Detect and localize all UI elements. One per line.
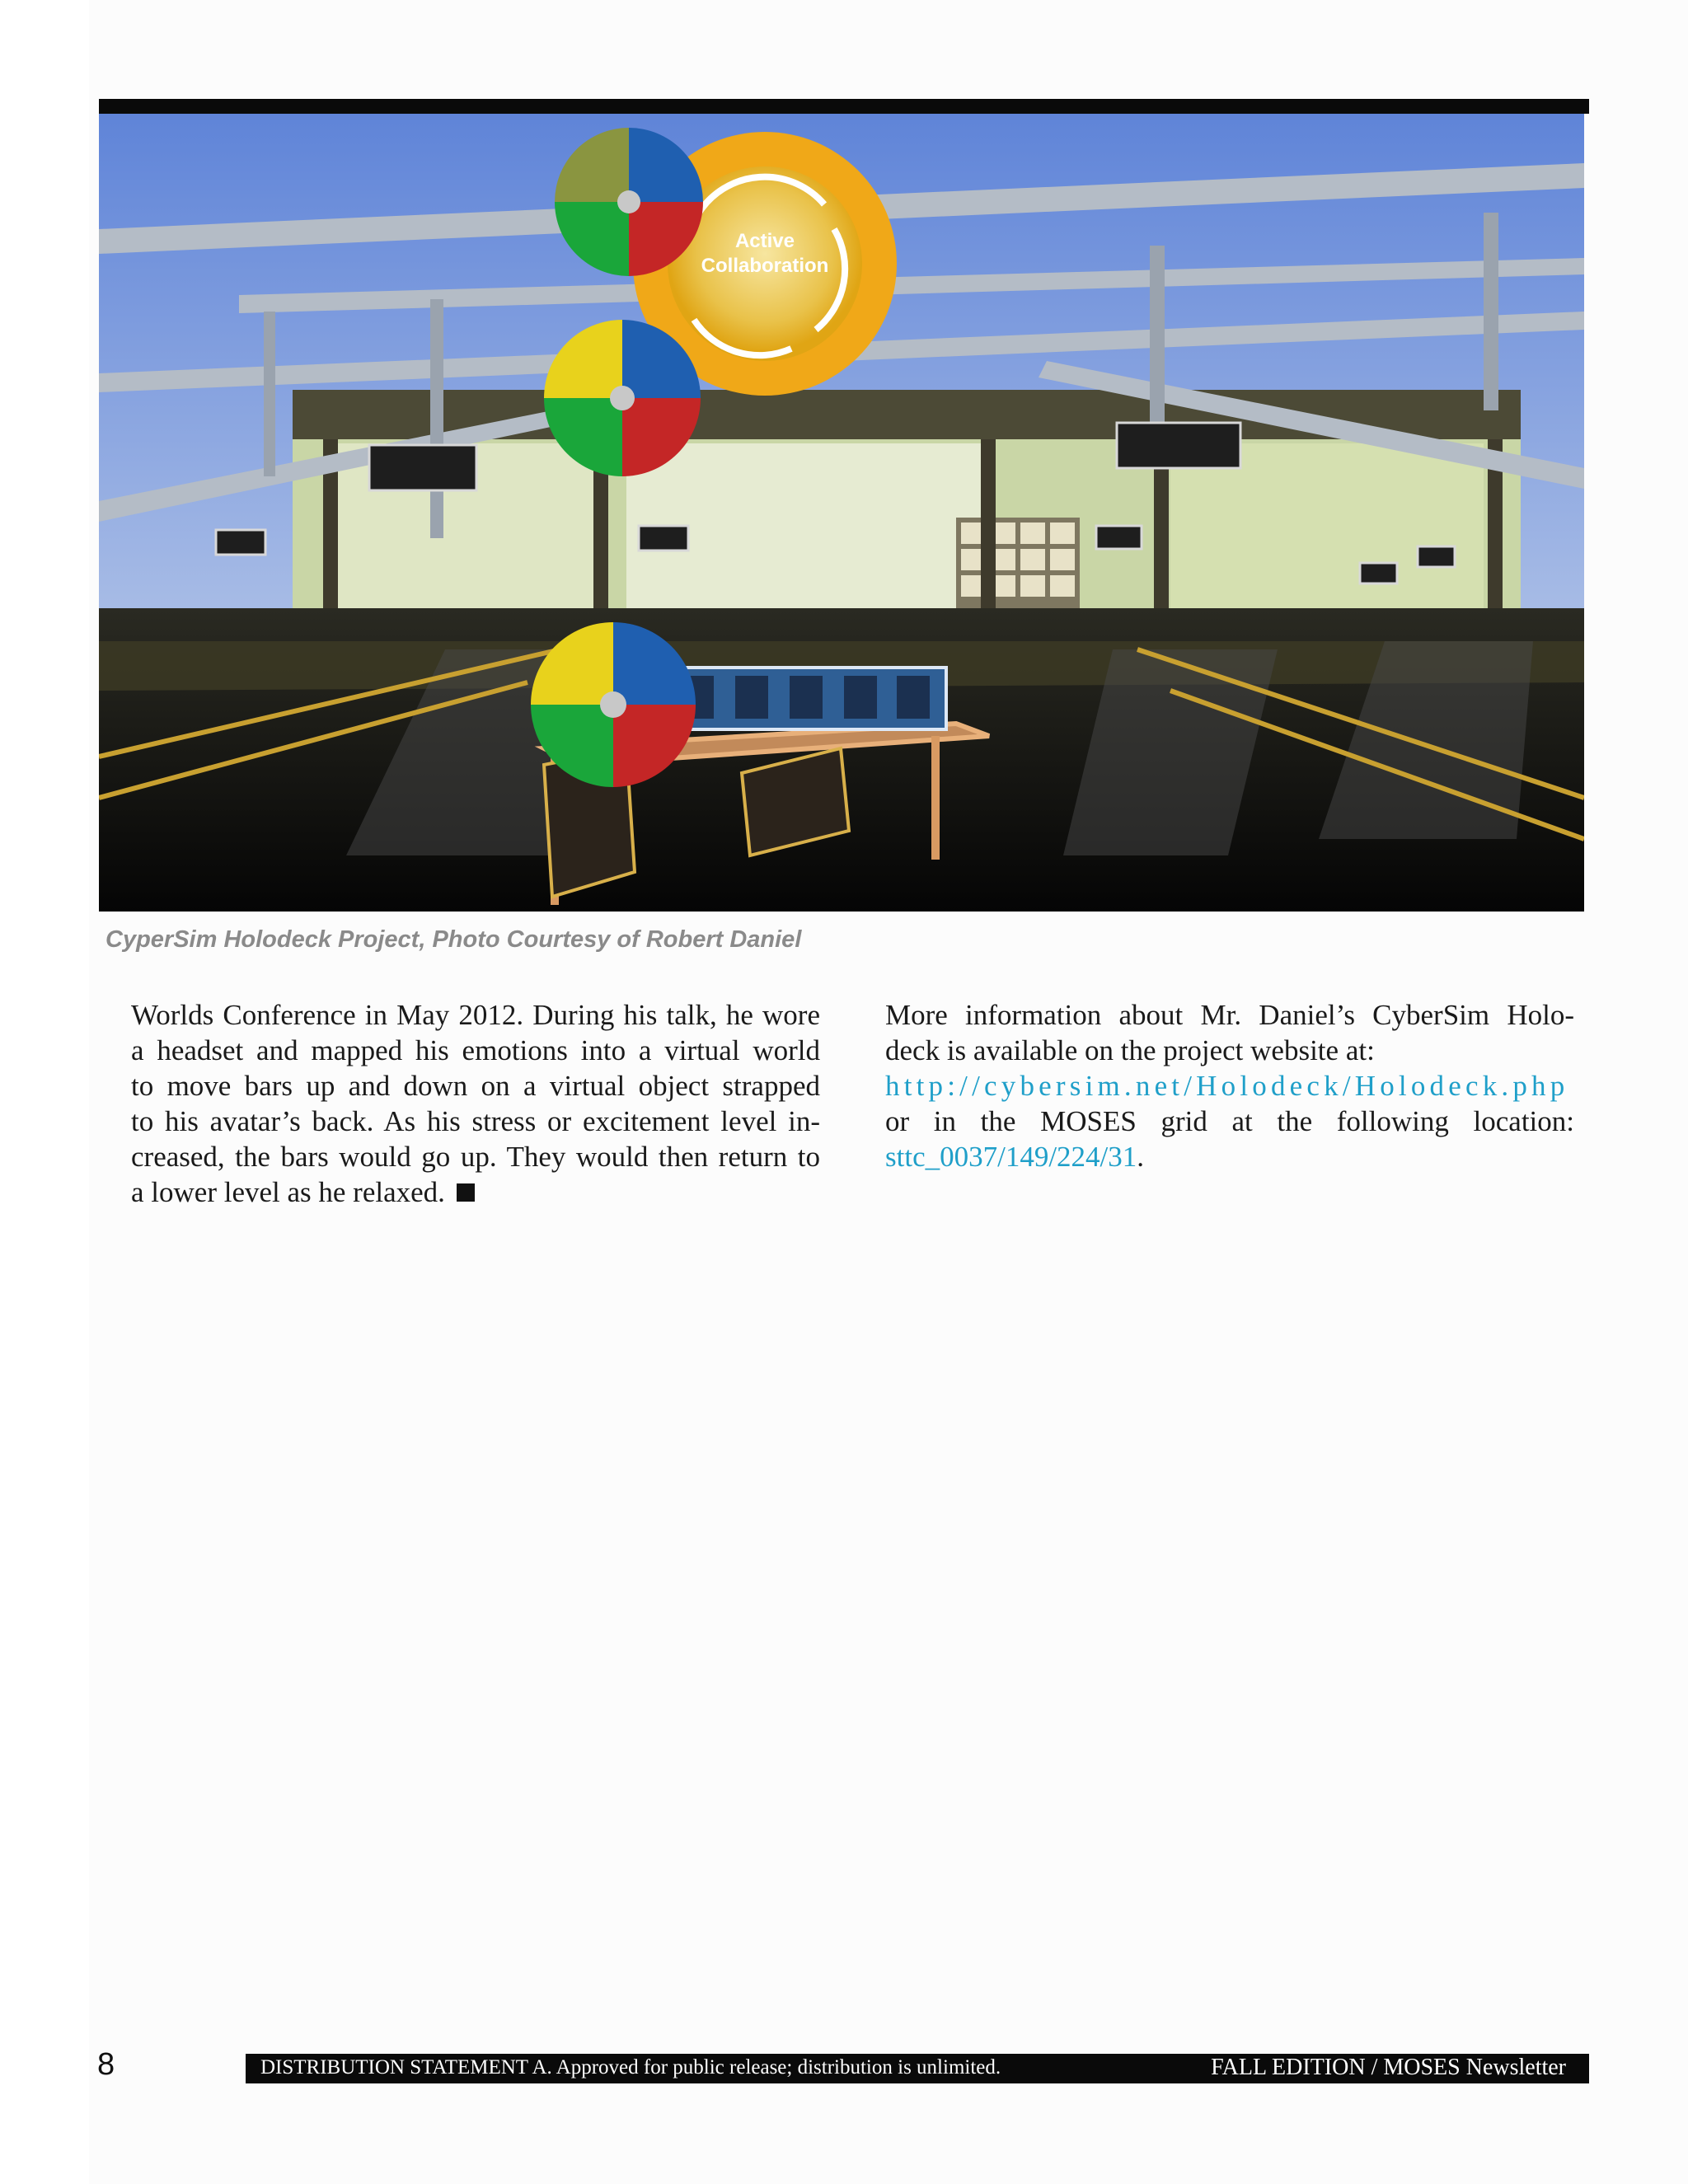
holodeck-photo — [99, 114, 1584, 912]
emotion-wheel-middle — [544, 320, 701, 476]
photo-caption: CyperSim Holodeck Project, Photo Courtesy of Robert Daniel — [106, 926, 802, 953]
right-column-line: or in the MOSES grid at the following location: — [885, 1105, 1574, 1137]
left-column-line: creased, the bars would go up. They would then return to — [131, 1141, 820, 1173]
right-column-location-line — [885, 1139, 1574, 1174]
left-column-line: a lower level as he relaxed. — [131, 1176, 445, 1208]
sign-text-line1: Active — [734, 230, 795, 252]
moses-grid-location-link[interactable]: sttc_0037/149/224/31 — [885, 1141, 1137, 1173]
page-number: 8 — [97, 2047, 115, 2082]
footer-bar — [246, 2054, 1589, 2083]
top-rule — [99, 99, 1589, 114]
location-suffix: . — [1137, 1141, 1145, 1173]
emotion-wheel-bottom — [531, 622, 696, 787]
right-column-line: More information about Mr. Daniel’s CyberSim Holo- — [885, 999, 1574, 1031]
project-website-link[interactable]: http://cybersim.net/Holodeck/Holodeck.php — [885, 1070, 1569, 1102]
sign-text-line2: Collaboration — [701, 255, 829, 277]
black-square-icon — [457, 1183, 475, 1202]
left-column-last-line — [131, 1174, 820, 1210]
emotion-wheel-top — [555, 128, 703, 276]
right-column — [885, 997, 1574, 1174]
left-column-line: Worlds Conference in May 2012. During his talk, he wore — [131, 999, 820, 1031]
left-column — [131, 997, 820, 1210]
left-column-line: a headset and mapped his emotions into a virtual world — [131, 1034, 820, 1066]
right-column-line: deck is available on the project website at: — [885, 1034, 1375, 1066]
newsletter-edition: FALL EDITION / MOSES Newsletter — [1211, 2055, 1566, 2080]
distribution-statement: DISTRIBUTION STATEMENT A. Approved for public release; distribution is unlimited. — [260, 2056, 1001, 2079]
left-column-line: to move bars up and down on a virtual object strapped — [131, 1070, 820, 1102]
left-column-line: to his avatar’s back. As his stress or excitement level in- — [131, 1105, 820, 1137]
